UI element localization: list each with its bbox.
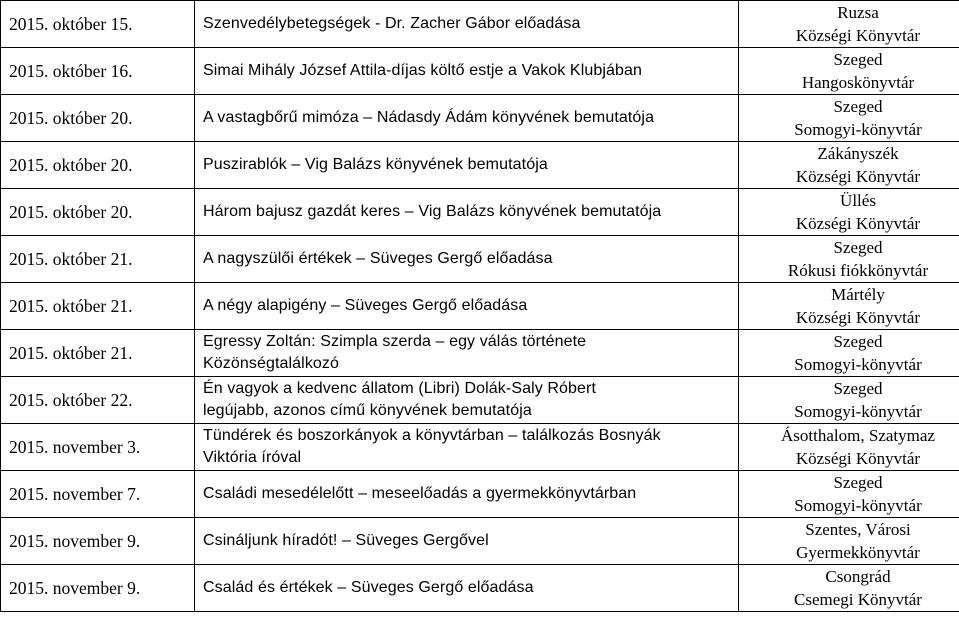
table-row <box>1 424 959 471</box>
event-title <box>195 48 739 95</box>
event-location-line: Szeged <box>833 332 883 351</box>
event-date: 2015. október 20. <box>1 142 195 189</box>
event-location-line: Mártély <box>831 285 885 304</box>
event-location-line: Szentes, Városi <box>805 520 911 539</box>
event-location <box>739 518 959 565</box>
event-title-line: Három bajusz gazdát keres – Vig Balázs könyvének bemutatója <box>203 203 662 220</box>
event-title-line: Tündérek és boszorkányok a könyvtárban – találkozás Bosnyák <box>203 427 661 444</box>
event-title <box>195 471 739 518</box>
event-date: 2015. október 21. <box>1 236 195 283</box>
event-title-line: A vastagbőrű mimóza – Nádasdy Ádám könyvének bemutatója <box>203 109 655 126</box>
event-location-line: Községi Könyvtár <box>795 214 921 233</box>
event-title-line: Szenvedélybetegségek - Dr. Zacher Gábor előadása <box>203 15 581 32</box>
event-location <box>739 424 959 471</box>
event-title-line: Családi mesedélelőtt – meseelőadás a gyermekkönyvtárban <box>203 485 637 502</box>
event-location-line: Szeged <box>833 473 883 492</box>
event-date: 2015. október 20. <box>1 189 195 236</box>
event-location-line: Községi Könyvtár <box>795 308 921 327</box>
event-title-line: Puszirablók – Vig Balázs könyvének bemutatója <box>203 156 548 173</box>
event-location-line: Csemegi Könyvtár <box>794 590 922 609</box>
event-title-line: Csináljunk híradót! – Süveges Gergővel <box>203 532 489 549</box>
table-row <box>1 48 959 95</box>
table-row <box>1 377 959 424</box>
table-row <box>1 1 959 48</box>
table-row <box>1 518 959 565</box>
event-location-line: Szeged <box>833 50 883 69</box>
table-row <box>1 189 959 236</box>
event-title <box>195 330 739 377</box>
table-row <box>1 471 959 518</box>
table-row <box>1 236 959 283</box>
event-location-line: Zákányszék <box>817 144 899 163</box>
event-location-line: Községi Könyvtár <box>795 26 921 45</box>
event-title <box>195 95 739 142</box>
event-location <box>739 283 959 330</box>
event-location-line: Hangoskönyvtár <box>801 73 915 92</box>
event-location-line: Somogyi-könyvtár <box>794 355 922 374</box>
event-date: 2015. október 16. <box>1 48 195 95</box>
event-location <box>739 565 959 612</box>
table-row <box>1 565 959 612</box>
event-location-line: Községi Könyvtár <box>795 449 921 468</box>
event-location-line: Szeged <box>833 379 883 398</box>
event-title-line: legújabb, azonos című könyvének bemutatója <box>203 402 532 419</box>
event-title <box>195 565 739 612</box>
event-location <box>739 189 959 236</box>
event-date: 2015. október 15. <box>1 1 195 48</box>
event-location-line: Ruzsa <box>837 3 879 22</box>
event-location-line: Szeged <box>833 238 883 257</box>
event-date: 2015. november 3. <box>1 424 195 471</box>
event-title-line: Egressy Zoltán: Szimpla szerda – egy válás története <box>203 333 587 350</box>
event-date: 2015. október 21. <box>1 330 195 377</box>
event-title <box>195 518 739 565</box>
event-location <box>739 95 959 142</box>
event-location <box>739 236 959 283</box>
event-date: 2015. október 22. <box>1 377 195 424</box>
event-location <box>739 330 959 377</box>
event-title-line: Család és értékek – Süveges Gergő előadása <box>203 579 534 596</box>
table-row <box>1 330 959 377</box>
event-title <box>195 424 739 471</box>
event-location-line: Gyermekkönyvtár <box>796 543 920 562</box>
event-location-line: Somogyi-könyvtár <box>794 120 922 139</box>
event-location-line: Szeged <box>833 97 883 116</box>
event-title <box>195 142 739 189</box>
events-table-body <box>1 1 959 612</box>
event-title <box>195 1 739 48</box>
event-date: 2015. november 9. <box>1 518 195 565</box>
table-row <box>1 142 959 189</box>
event-title <box>195 236 739 283</box>
event-title <box>195 189 739 236</box>
event-location <box>739 377 959 424</box>
event-title <box>195 283 739 330</box>
event-location <box>739 48 959 95</box>
event-title-line: Simai Mihály József Attila-díjas költő estje a Vakok Klubjában <box>203 62 643 79</box>
event-date: 2015. november 9. <box>1 565 195 612</box>
event-location-line: Ásotthalom, Szatymaz <box>781 426 935 445</box>
event-date: 2015. október 21. <box>1 283 195 330</box>
event-title-line: Közönségtalálkozó <box>203 355 340 372</box>
table-row <box>1 95 959 142</box>
event-location <box>739 471 959 518</box>
event-date: 2015. november 7. <box>1 471 195 518</box>
event-location <box>739 1 959 48</box>
event-title-line: Viktória íróval <box>203 449 302 466</box>
event-title-line: A nagyszülői értékek – Süveges Gergő előadása <box>203 250 553 267</box>
event-location-line: Községi Könyvtár <box>795 167 921 186</box>
event-location-line: Somogyi-könyvtár <box>794 402 922 421</box>
event-title-line: Én vagyok a kedvenc állatom (Libri) Dolák-Saly Róbert <box>203 380 597 397</box>
event-location-line: Rókusi fiókkönyvtár <box>787 261 929 280</box>
event-date: 2015. október 20. <box>1 95 195 142</box>
table-row <box>1 283 959 330</box>
event-location-line: Csongrád <box>825 567 891 586</box>
event-title-line: A négy alapigény – Süveges Gergő előadása <box>203 297 528 314</box>
event-location-line: Somogyi-könyvtár <box>794 496 922 515</box>
event-location <box>739 142 959 189</box>
event-title <box>195 377 739 424</box>
event-location-line: Üllés <box>840 191 876 210</box>
